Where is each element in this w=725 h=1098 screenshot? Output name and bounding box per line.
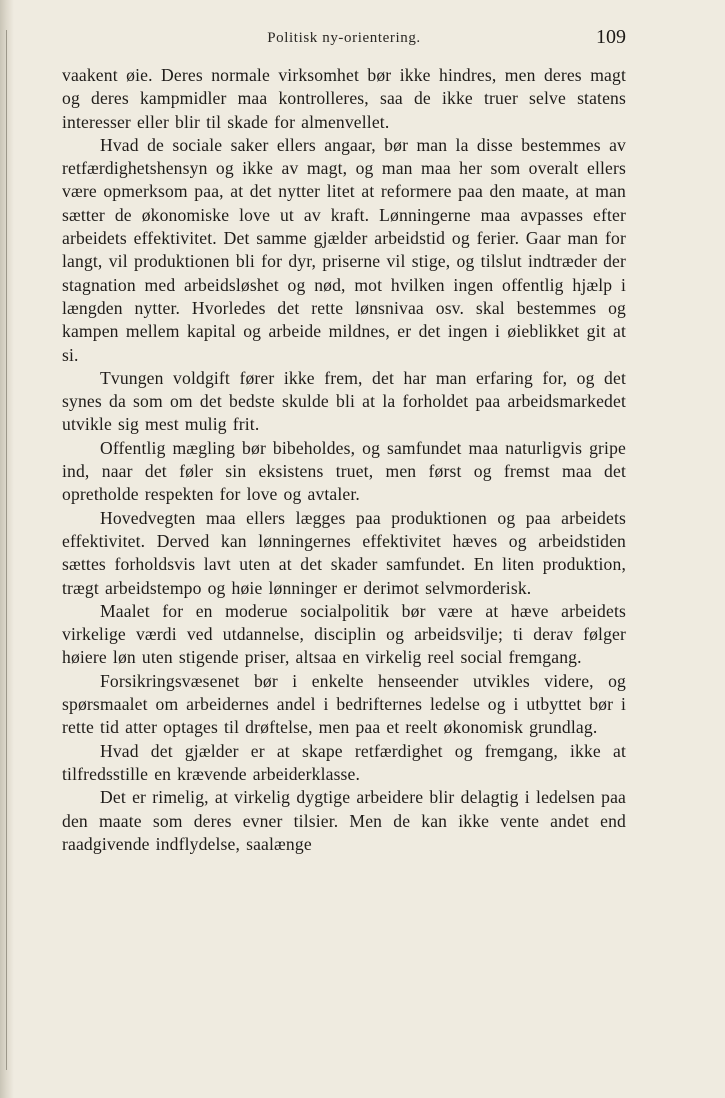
paragraph-4: Offentlig mægling bør bibeholdes, og samfundet maa naturligvis gripe ind, naar det føler sin eksistens truet, men først og fremst maa det opretholde respekten for love og avtaler. — [62, 437, 626, 505]
paragraph-3: Tvungen voldgift fører ikke frem, det har man erfaring for, og det synes da som om det bedste skulde bli at la forholdet paa arbeidsmarkedet utvikle sig mest mulig frit. — [62, 367, 626, 435]
paragraph-2: Hvad de sociale saker ellers angaar, bør man la disse bestemmes av retfærdighetshensyn og ikke av magt, og man maa her som overalt ellers være opmerksom paa, at det nytter litet at reformere paa den maate, at man sætter de økonomiske love ut av kraft. Lønningerne maa avpasses efter arbeidets effektivitet. Det samme gjælder arbeidstid og ferier. Gaar man for langt, vil produktionen bli for dyr, priserne vil stige, og tilslut indtræder der stagnation med arbeidsløshet og nød, mot hvilken ingen offentlig hjælp i længden nytter. Hvorledes det rette lønsnivaa osv. skal bestemmes og kampen mellem kapital og arbeide mildnes, er det ingen i øieblikket git at si. — [62, 134, 626, 365]
paragraph-9: Det er rimelig, at virkelig dygtige arbeidere blir delagtig i ledelsen paa den maate som deres evner tilsier. Men de kan ikke vente andet end raadgivende indflydelse, saalænge — [62, 787, 626, 854]
paragraph-6: Maalet for en moderue socialpolitik bør være at hæve arbeidets virkelige værdi ved utdannelse, disciplin og arbeidsvilje; ti derav følger høiere løn uten stigende priser, altsaa en virkelig reel social fremgang. — [62, 600, 626, 668]
body-text — [62, 64, 626, 856]
paragraph-1: vaakent øie. Deres normale virksomhet bør ikke hindres, men deres magt og deres kampmidler maa kontrolleres, saa de ikke truer selve statens interesser eller blir til skade for almenvellet. — [62, 65, 626, 132]
running-title: Politisk ny-orientering. — [267, 30, 421, 46]
page-number: 109 — [596, 26, 626, 48]
page-binding-edge — [0, 0, 14, 1098]
page-binding-line — [6, 30, 7, 1070]
paragraph-5: Hovedvegten maa ellers lægges paa produktionen og paa arbeidets effektivitet. Derved kan lønningernes effektivitet hæves og arbeidstiden sættes forholdsvis lavt uten at det skader samfundet. En liten produktion, trægt arbeidstempo og høie lønninger er derimot selvmorderisk. — [62, 507, 626, 598]
page-header — [62, 26, 626, 52]
paragraph-7: Forsikringsvæsenet bør i enkelte henseender utvikles videre, og spørsmaalet om arbeidernes andel i bedrifternes ledelse og i utbyttet bør i rette tid atter optages til drøftelse, men paa et reelt økonomisk grundlag. — [62, 670, 626, 738]
paragraph-8: Hvad det gjælder er at skape retfærdighet og fremgang, ikke at tilfredsstille en krævende arbeiderklasse. — [62, 740, 626, 784]
